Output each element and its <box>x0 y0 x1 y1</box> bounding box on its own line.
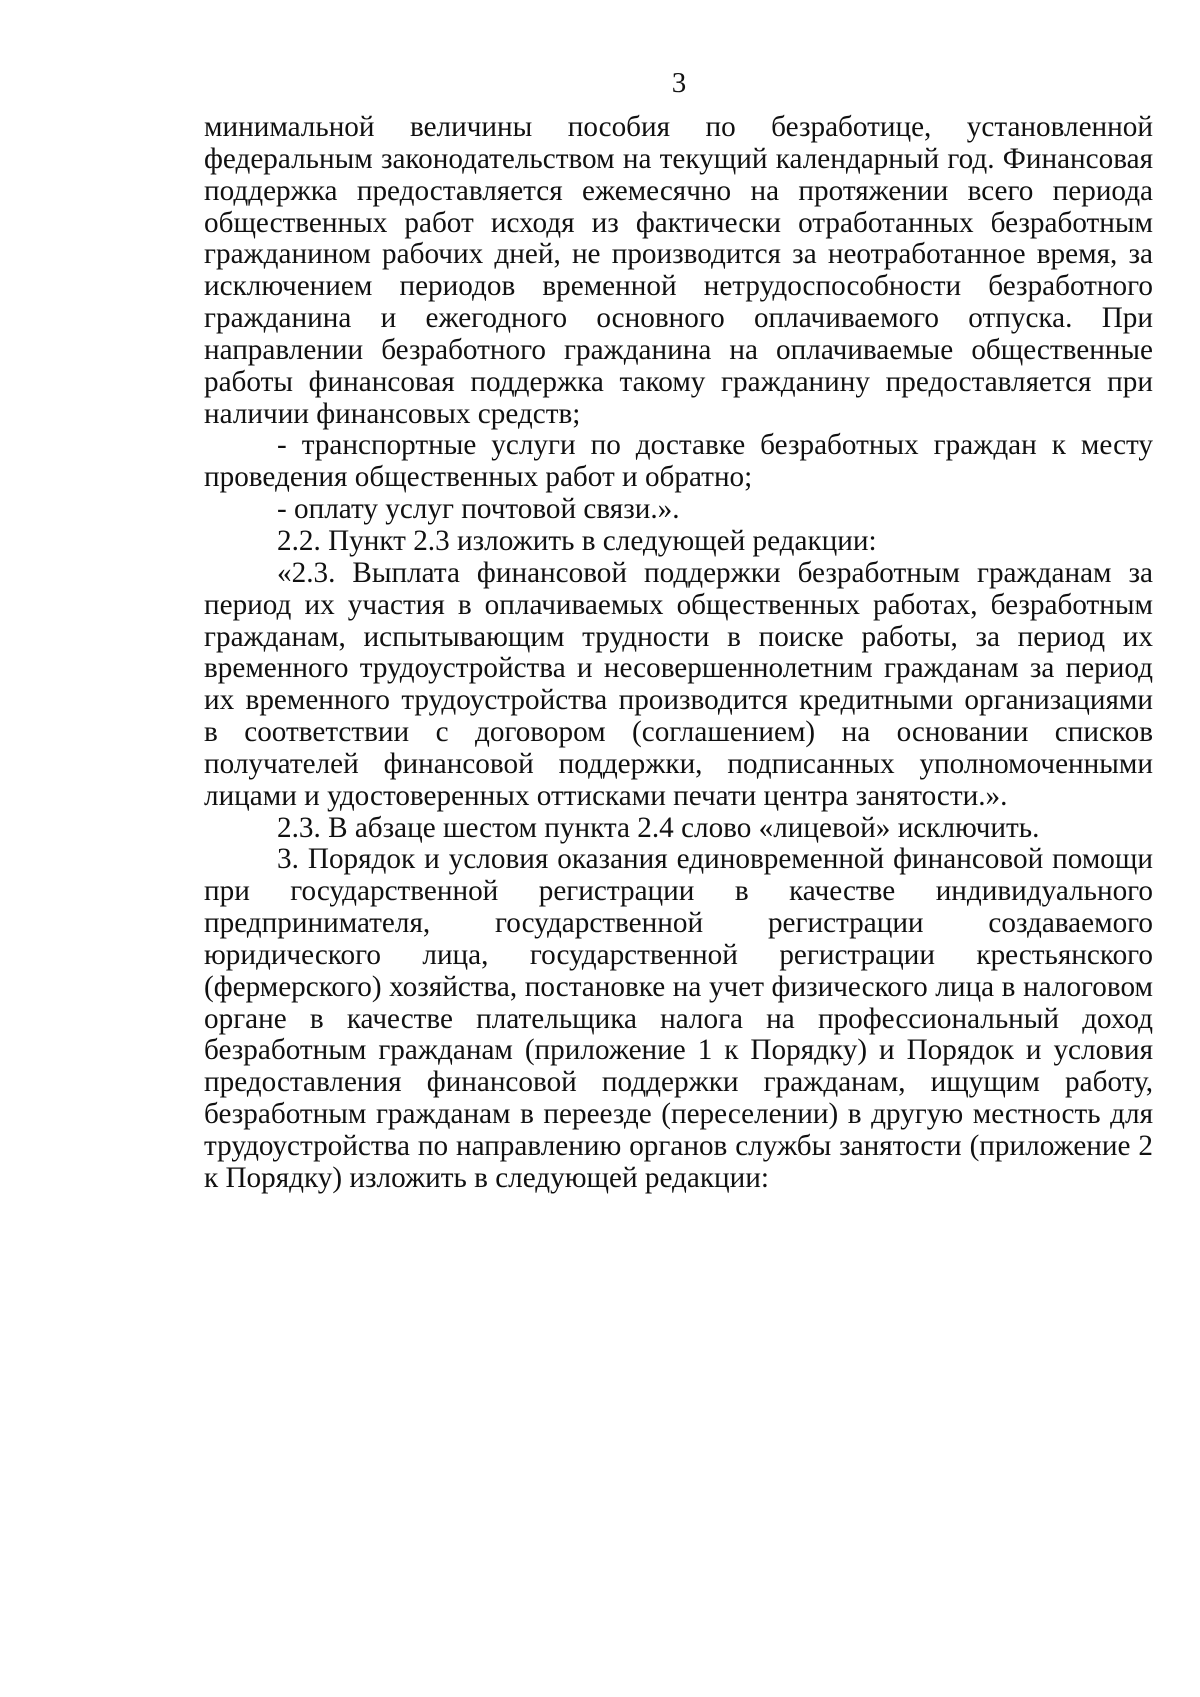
paragraph-clause-3: 3. Порядок и условия оказания единовременной финансовой помощи при государственной регистрации в качестве индивидуального предпринимателя, государственной регистрации создаваемого юридического лица, государственной регистрации крестьянского (фермерского) хозяйства, постановке на учет физического лица в налоговом органе в качестве плательщика налога на профессиональный доход безработным гражданам (приложение 1 к Порядку) и Порядок и условия предоставления финансовой поддержки гражданам, ищущим работу, безработным гражданам в переезде (переселении) в другую местность для трудоустройства по направлению органов службы занятости (приложение 2 к Порядку) изложить в следующей редакции: <box>204 843 1153 1194</box>
paragraph-clause-2-3-new-text: «2.3. Выплата финансовой поддержки безработным гражданам за период их участия в оплачиваемых общественных работах, безработным гражданам, испытывающим трудности в поиске работы, за период их временного трудоустройства и несовершеннолетним гражданам за период их временного трудоустройства производится кредитными организациями в соответствии с договором (соглашением) на основании списков получателей финансовой поддержки, подписанных уполномоченными лицами и удостоверенных оттисками печати центра занятости.». <box>204 556 1153 812</box>
paragraph-clause-2-3-amendment: 2.3. В абзаце шестом пункта 2.4 слово «лицевой» исключить. <box>277 811 1040 844</box>
page-number: 3 <box>671 67 687 99</box>
paragraph-clause-2-2: 2.2. Пункт 2.3 изложить в следующей редакции: <box>277 524 877 557</box>
paragraph-postal-services: - оплату услуг почтовой связи.». <box>277 493 680 526</box>
paragraph-transport-services: - транспортные услуги по доставке безработных граждан к месту проведения общественных работ и обратно; <box>204 429 1153 494</box>
paragraph-benefit-continuation: минимальной величины пособия по безработице, установленной федеральным законодательством на текущий календарный год. Финансовая поддержка предоставляется ежемесячно на протяжении всего периода общественных работ исходя из фактически отработанных безработным гражданином рабочих дней, не производится за неотработанное время, за исключением периодов временной нетрудоспособности безработного гражданина и ежегодного основного оплачиваемого отпуска. При направлении безработного гражданина на оплачиваемые общественные работы финансовая поддержка такому гражданину предоставляется при наличии финансовых средств; <box>204 111 1153 430</box>
document-body <box>204 112 1153 1195</box>
